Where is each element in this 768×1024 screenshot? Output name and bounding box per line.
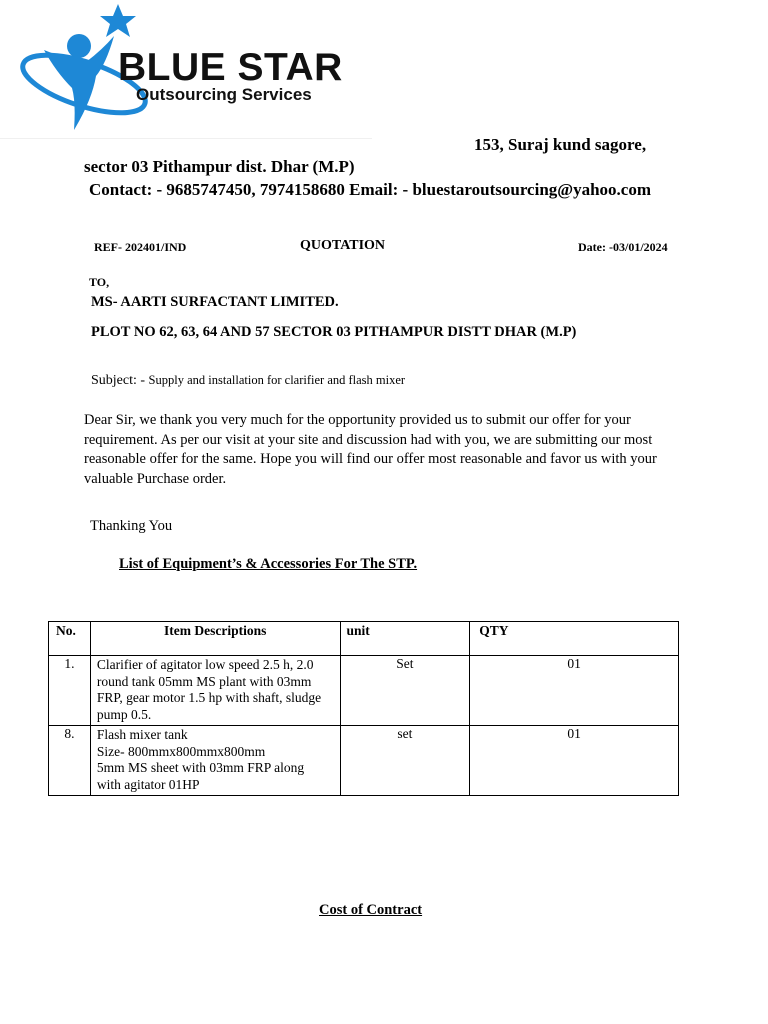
document-date: Date: -03/01/2024 bbox=[578, 240, 668, 254]
contact-line: Contact: - 9685747450, 7974158680 Email: - bluestaroutsourcing@yahoo.com bbox=[89, 180, 652, 199]
table-row bbox=[49, 656, 679, 726]
letterhead-logo bbox=[0, 0, 372, 139]
brand-tagline: Outsourcing Services bbox=[136, 85, 312, 104]
description-line: FRP, gear motor 1.5 hp with shaft, sludge bbox=[96, 690, 322, 705]
description-line: Flash mixer tank bbox=[96, 727, 188, 742]
recipient-address: PLOT NO 62, 63, 64 AND 57 SECTOR 03 PITHAMPUR DISTT DHAR (M.P) bbox=[91, 324, 577, 340]
description-line: 5mm MS sheet with 03mm FRP along bbox=[96, 760, 305, 775]
description-line: Clarifier of agitator low speed 2.5 h, 2.0 bbox=[96, 657, 314, 672]
to-label: TO, bbox=[89, 275, 110, 289]
body-paragraph: Dear Sir, we thank you very much for the opportunity provided us to submit our offer for your requirement. As per our visit at your site and discussion had with you, we are submitting our most reasonable offer for the same. Hope you will find our offer most reasonable and favor us with your valuable Purchase order. bbox=[84, 412, 657, 487]
row-number: 8. bbox=[49, 726, 91, 796]
subject-line bbox=[91, 373, 405, 389]
description-line: round tank 05mm MS plant with 03mm bbox=[96, 673, 312, 689]
subject-text: Supply and installation for clarifier and flash mixer bbox=[148, 373, 406, 387]
column-header-no: No. bbox=[49, 622, 91, 656]
column-header-unit: unit bbox=[340, 622, 470, 656]
row-unit: Set bbox=[340, 656, 470, 726]
table-row bbox=[49, 726, 679, 796]
description-line: with agitator 01HP bbox=[96, 776, 200, 792]
description-line: Size- 800mmx800mmx800mm bbox=[96, 743, 266, 759]
row-description bbox=[90, 726, 340, 796]
row-description bbox=[90, 656, 340, 726]
recipient-company: MS- AARTI SURFACTANT LIMITED. bbox=[91, 294, 339, 310]
brand-name: BLUE STAR bbox=[118, 46, 343, 89]
thanks-line: Thanking You bbox=[90, 518, 173, 534]
row-number: 1. bbox=[49, 656, 91, 726]
description-line: pump 0.5. bbox=[96, 706, 152, 722]
column-header-qty: QTY bbox=[470, 622, 679, 656]
reference-number: REF- 202401/IND bbox=[94, 240, 187, 254]
row-qty: 01 bbox=[470, 656, 679, 726]
subject-label: Subject: - bbox=[91, 373, 146, 388]
address-line-2: sector 03 Pithampur dist. Dhar (M.P) bbox=[84, 157, 355, 176]
document-title: QUOTATION bbox=[300, 238, 386, 253]
table-header-row bbox=[49, 622, 679, 656]
equipment-table bbox=[48, 621, 679, 796]
row-unit: set bbox=[340, 726, 470, 796]
row-qty: 01 bbox=[470, 726, 679, 796]
column-header-description: Item Descriptions bbox=[90, 622, 340, 656]
address-line-1: 153, Suraj kund sagore, bbox=[474, 135, 647, 154]
equipment-list-title: List of Equipment’s & Accessories For The STP. bbox=[119, 556, 418, 572]
cost-of-contract-title: Cost of Contract bbox=[319, 902, 423, 918]
